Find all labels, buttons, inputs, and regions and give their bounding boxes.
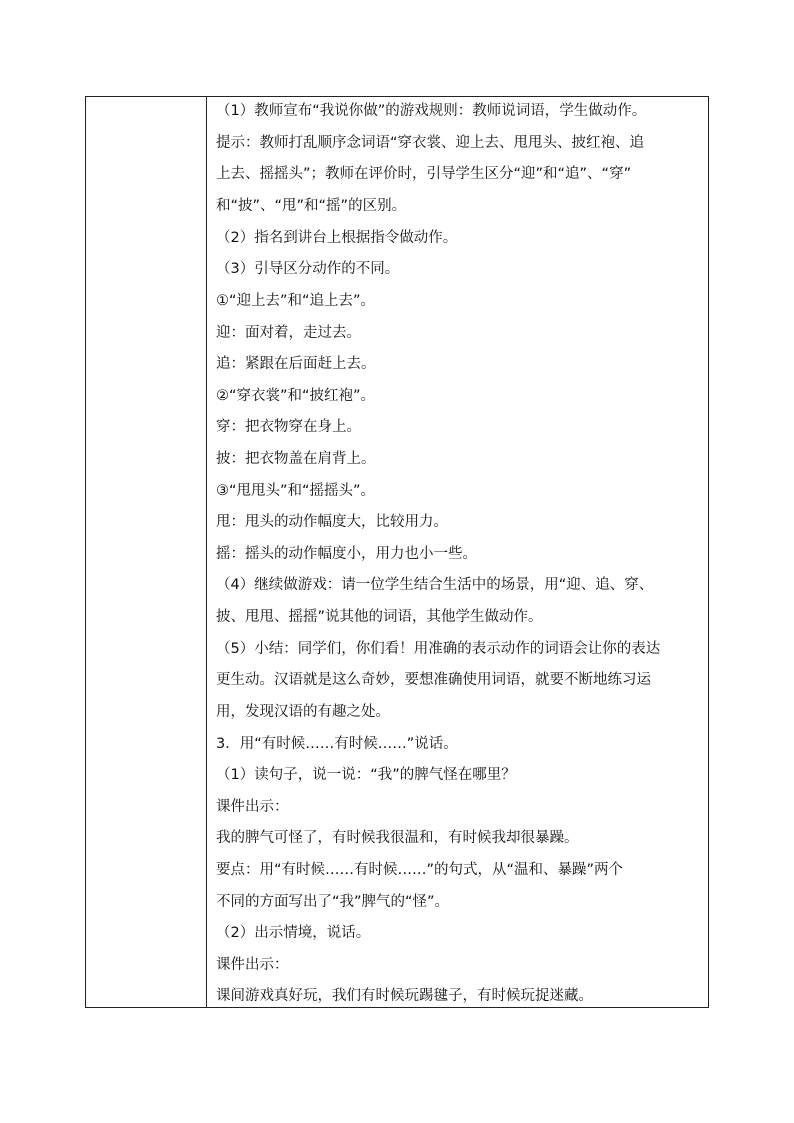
text-line: 提示：教师打乱顺序念词语“穿衣裳、迎上去、甩甩头、披红袍、追 [216, 135, 645, 151]
text-line: 披：把衣物盖在肩背上。 [216, 451, 376, 467]
text-line: 3．用“有时候……有时候……”说话。 [216, 736, 458, 752]
content-cell [207, 97, 708, 1007]
text-line: （2）指名到讲台上根据指令做动作。 [216, 230, 458, 246]
text-line: （2）出示情境，说话。 [216, 925, 371, 941]
text-line: 课件出示： [216, 799, 289, 815]
text-line: 甩：甩头的动作幅度大，比较用力。 [216, 514, 448, 530]
text-line: ①“迎上去”和“追上去”。 [216, 293, 376, 309]
text-line: （4）继续做游戏：请一位学生结合生活中的场景，用“迎、追、穿、 [216, 577, 654, 593]
text-line: 用，发现汉语的有趣之处。 [216, 704, 390, 720]
lesson-table [85, 96, 709, 1008]
text-line: 我的脾气可怪了，有时候我很温和，有时候我却很暴躁。 [216, 830, 579, 846]
text-line: 披、甩甩、摇摇”说其他的词语，其他学生做动作。 [216, 609, 543, 625]
text-line: （3）引导区分动作的不同。 [216, 261, 400, 277]
text-line: ③“甩甩头”和“摇摇头”。 [216, 483, 376, 499]
text-line: ②“穿衣裳”和“披红袍”。 [216, 388, 376, 404]
text-line: 追：紧跟在后面赶上去。 [216, 356, 376, 372]
text-line: 不同的方面写出了“我”脾气的“怪”。 [216, 894, 450, 910]
text-line: （1）读句子，说一说：“我”的脾气怪在哪里？ [216, 767, 516, 783]
text-line: 要点：用“有时候……有时候……”的句式，从“温和、暴躁”两个 [216, 862, 624, 878]
text-line: （1）教师宣布“我说你做”的游戏规则：教师说词语，学生做动作。 [216, 103, 647, 119]
text-line: 课间游戏真好玩，我们有时候玩踢毽子，有时候玩捉迷藏。 [216, 988, 593, 1004]
text-line: 摇：摇头的动作幅度小，用力也小一些。 [216, 546, 477, 562]
text-line: 迎：面对着，走过去。 [216, 325, 361, 341]
left-column-cell [86, 97, 207, 1007]
text-line: 更生动。汉语就是这么奇妙，要想准确使用词语，就要不断地练习运 [216, 672, 651, 688]
text-line: 穿：把衣物穿在身上。 [216, 419, 361, 435]
text-line: 上去、摇摇头”；教师在评价时，引导学生区分“迎”和“追”、“穿” [216, 166, 632, 182]
text-line: 课件出示： [216, 957, 289, 973]
text-line: 和“披”、“甩”和“摇”的区别。 [216, 198, 407, 214]
text-line: （5）小结：同学们，你们看！用准确的表示动作的词语会让你的表达 [216, 641, 661, 657]
